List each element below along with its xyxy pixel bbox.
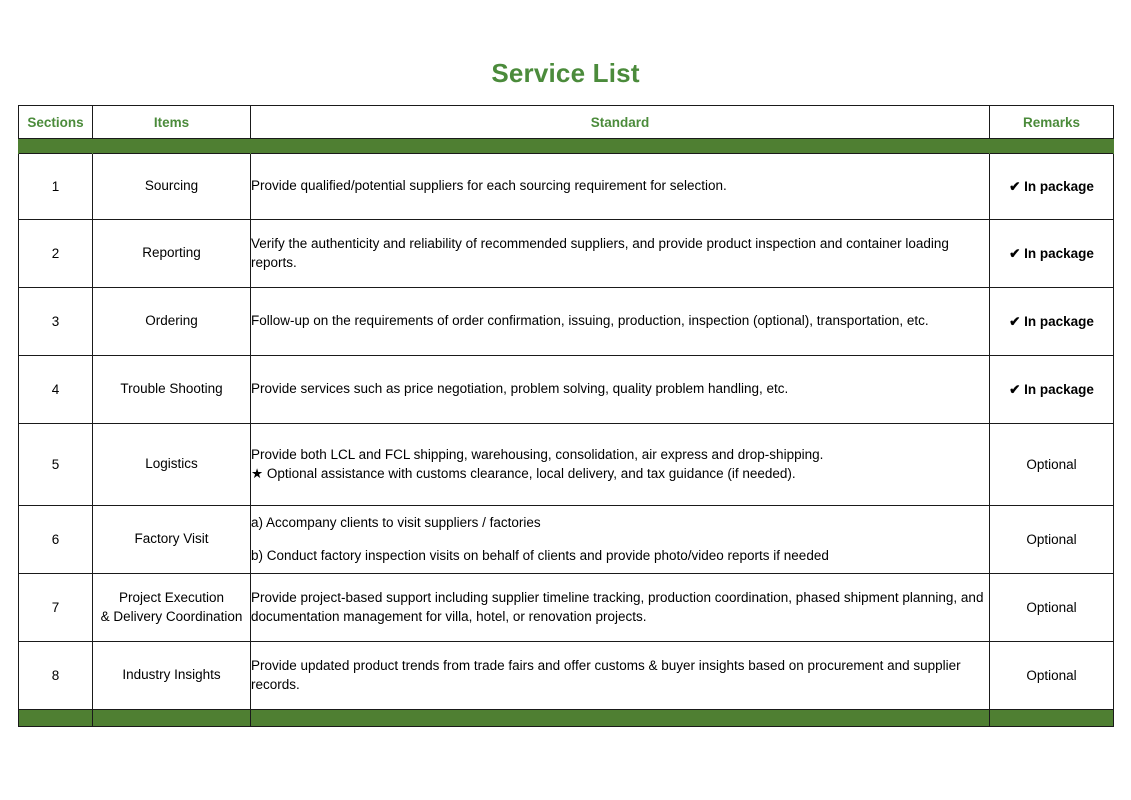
cell-item-name: Industry Insights xyxy=(93,642,251,710)
table-row xyxy=(19,574,1114,642)
cell-section-number: 1 xyxy=(19,154,93,220)
standard-line: Verify the authenticity and reliability of recommended suppliers, and provide product inspection and container loading reports. xyxy=(251,235,949,270)
standard-line: b) Conduct factory inspection visits on behalf of clients and provide photo/video reports if needed xyxy=(251,547,829,563)
standard-line: Provide project-based support including supplier timeline tracking, production coordination, phased shipment planning, and documentation management for villa, hotel, or renovation projects. xyxy=(251,589,984,624)
table-row xyxy=(19,642,1114,710)
cell-remarks-optional: Optional xyxy=(990,642,1114,710)
service-table-container xyxy=(18,105,1113,727)
standard-line: Provide qualified/potential suppliers for each sourcing requirement for selection. xyxy=(251,178,727,194)
band-cell xyxy=(251,710,990,727)
cell-section-number: 4 xyxy=(19,356,93,424)
table-body xyxy=(19,154,1114,710)
cell-item-name: Ordering xyxy=(93,288,251,356)
cell-item-name: Sourcing xyxy=(93,154,251,220)
header-row xyxy=(19,106,1114,139)
cell-item-name: Logistics xyxy=(93,424,251,506)
cell-section-number: 5 xyxy=(19,424,93,506)
table-row xyxy=(19,220,1114,288)
cell-remarks-optional: Optional xyxy=(990,574,1114,642)
cell-item-name: Trouble Shooting xyxy=(93,356,251,424)
cell-standard-text xyxy=(251,424,990,506)
table-top-band xyxy=(19,139,1114,154)
band-cell xyxy=(990,139,1114,154)
column-header-items: Items xyxy=(93,106,251,139)
column-header-standard: Standard xyxy=(251,106,990,139)
table-row xyxy=(19,154,1114,220)
page-title: Service List xyxy=(491,58,640,88)
standard-line: ★ Optional assistance with customs clearance, local delivery, and tax guidance (if needed). xyxy=(251,465,796,481)
cell-section-number: 3 xyxy=(19,288,93,356)
cell-remarks-optional: Optional xyxy=(990,424,1114,506)
standard-line: Provide updated product trends from trade fairs and offer customs & buyer insights based on procurement and supplier records. xyxy=(251,657,961,692)
service-table xyxy=(18,105,1114,727)
standard-line: Provide services such as price negotiation, problem solving, quality problem handling, etc. xyxy=(251,381,789,397)
band-cell xyxy=(93,139,251,154)
cell-item-name: Project Execution & Delivery Coordination xyxy=(93,574,251,642)
cell-standard-text xyxy=(251,574,990,642)
band-cell xyxy=(251,139,990,154)
table-row xyxy=(19,356,1114,424)
table-bottom-band xyxy=(19,710,1114,727)
cell-section-number: 8 xyxy=(19,642,93,710)
cell-remarks-optional: Optional xyxy=(990,506,1114,574)
column-header-sections: Sections xyxy=(19,106,93,139)
cell-standard-text xyxy=(251,506,990,574)
column-header-remarks: Remarks xyxy=(990,106,1114,139)
cell-section-number: 2 xyxy=(19,220,93,288)
band-cell xyxy=(990,710,1114,727)
cell-standard-text xyxy=(251,642,990,710)
cell-remarks-in-package: ✔ In package xyxy=(990,154,1114,220)
standard-line: Provide both LCL and FCL shipping, warehousing, consolidation, air express and drop-shipping. xyxy=(251,446,824,462)
cell-remarks-in-package: ✔ In package xyxy=(990,356,1114,424)
cell-section-number: 7 xyxy=(19,574,93,642)
cell-standard-text xyxy=(251,220,990,288)
cell-standard-text xyxy=(251,356,990,424)
standard-line: a) Accompany clients to visit suppliers / factories xyxy=(251,514,541,530)
band-cell xyxy=(19,710,93,727)
band-cell xyxy=(93,710,251,727)
cell-item-name: Reporting xyxy=(93,220,251,288)
band-cell xyxy=(19,139,93,154)
table-header xyxy=(19,106,1114,139)
cell-item-name: Factory Visit xyxy=(93,506,251,574)
cell-remarks-in-package: ✔ In package xyxy=(990,220,1114,288)
cell-standard-text xyxy=(251,154,990,220)
cell-standard-text xyxy=(251,288,990,356)
cell-section-number: 6 xyxy=(19,506,93,574)
table-row xyxy=(19,424,1114,506)
cell-remarks-in-package: ✔ In package xyxy=(990,288,1114,356)
table-row xyxy=(19,288,1114,356)
table-row xyxy=(19,506,1114,574)
standard-line: Follow-up on the requirements of order confirmation, issuing, production, inspection (optional), transportation, etc. xyxy=(251,313,929,329)
